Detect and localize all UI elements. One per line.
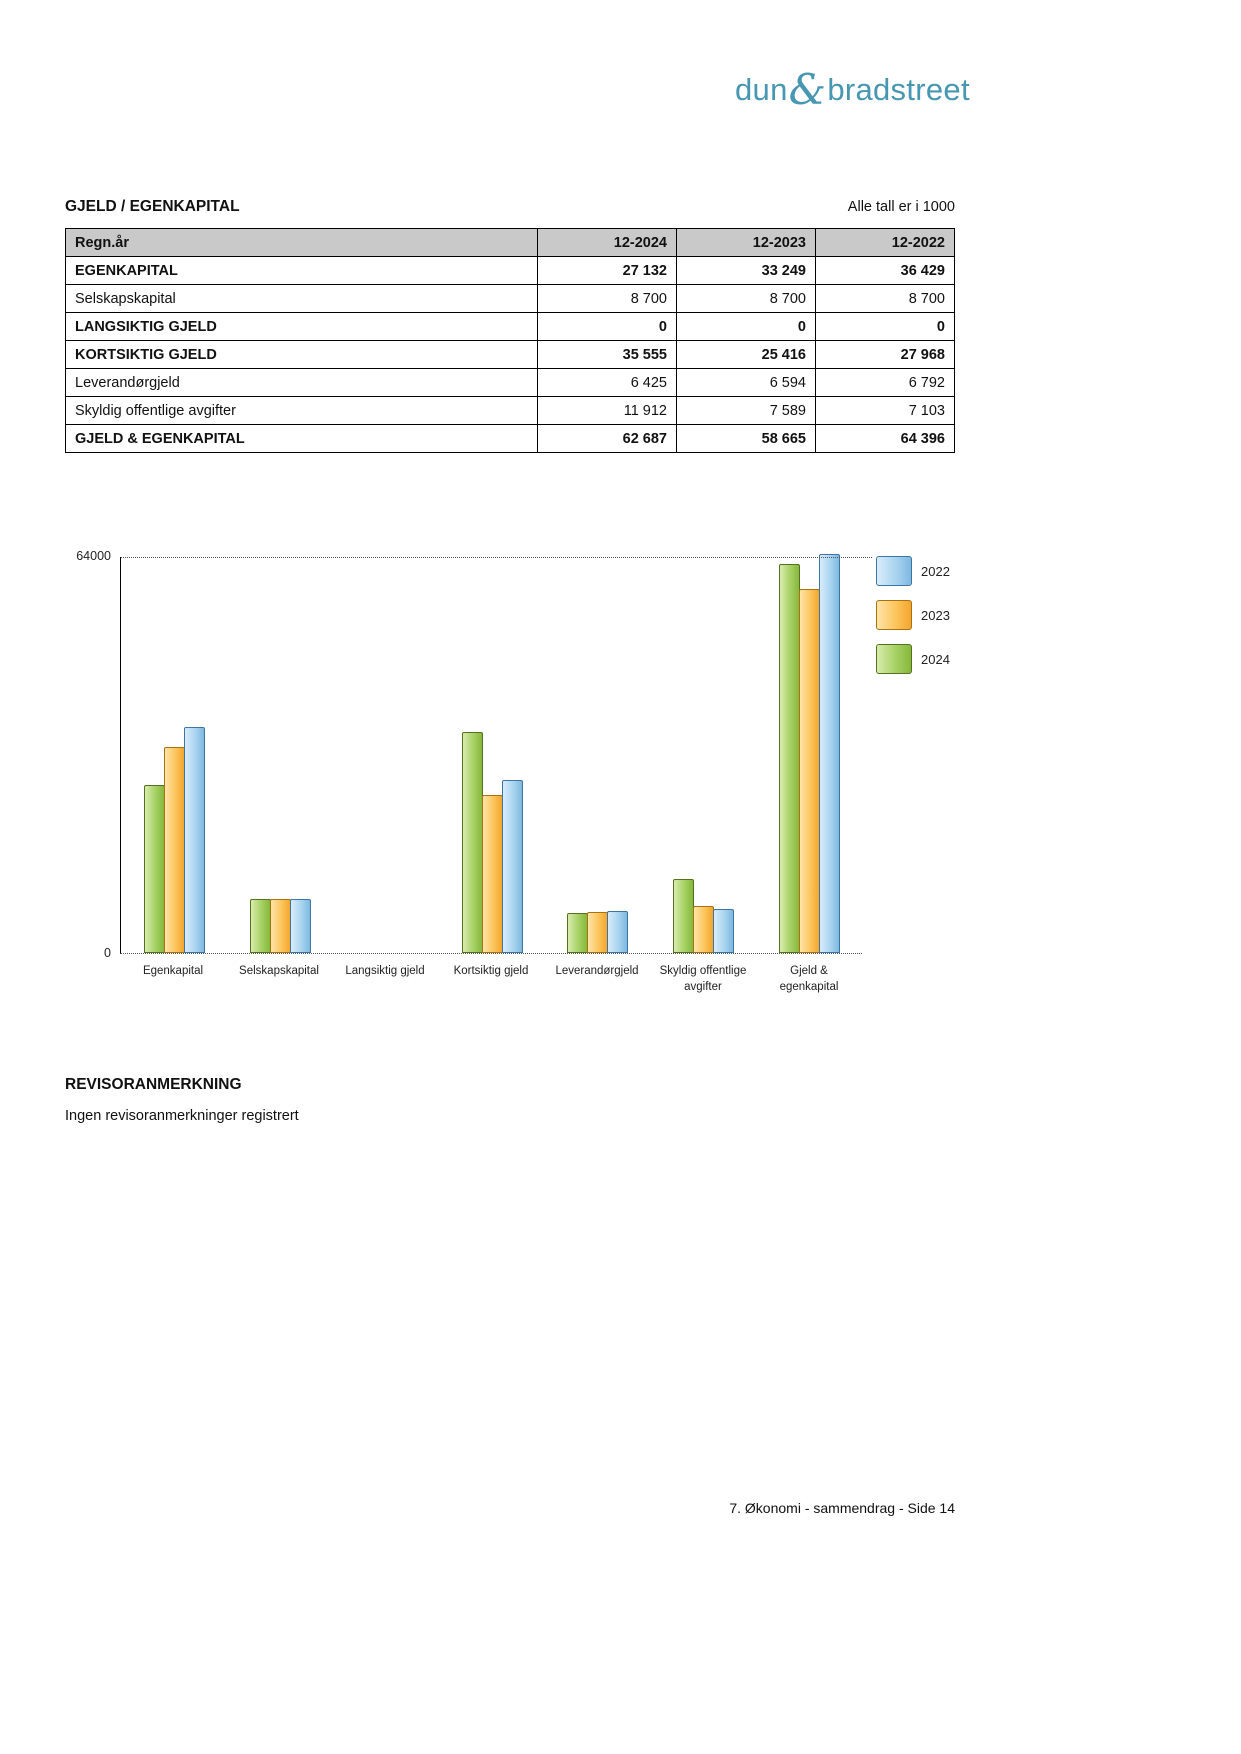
bar-group-kortsiktig-gjeld: [439, 557, 545, 953]
bar-group-selskapskapital: [227, 557, 333, 953]
row-label: EGENKAPITAL: [66, 257, 538, 285]
category-label-egenkapital: Egenkapital: [142, 965, 204, 977]
bar-2024-selskapskapital: [250, 899, 271, 953]
bar-2022-selskapskapital: [290, 899, 311, 953]
table-header-row: [66, 229, 955, 257]
bar-group-egenkapital: [121, 557, 227, 953]
category-label-skyldig-offentlige-avgifter: Skyldig offentlige avgifter: [659, 965, 747, 993]
row-value: 62 687: [538, 425, 677, 453]
bar-group-skyldig-offentlige-avgifter: [650, 557, 756, 953]
bar-2023-gjeld-egenkapital: [799, 589, 820, 953]
page-footer: 7. Økonomi - sammendrag - Side 14: [729, 1500, 955, 1516]
bar-2023-leverand-rgjeld: [587, 912, 608, 953]
legend-swatch-2023: [876, 600, 912, 630]
row-value: 33 249: [677, 257, 816, 285]
bar-2022-kortsiktig-gjeld: [502, 780, 523, 953]
bar-group-leverand-rgjeld: [544, 557, 650, 953]
header-regnar: Regn.år: [66, 229, 538, 257]
category-label-gjeld-egenkapital: Gjeld & egenkapital: [779, 965, 839, 993]
header-12-2022: 12-2022: [816, 229, 955, 257]
section-header: [65, 198, 955, 216]
bar-group-langsiktig-gjeld: [333, 557, 439, 953]
bar-2022-egenkapital: [184, 727, 205, 953]
y-axis-tick-max: 64000: [76, 549, 111, 563]
row-value: 0: [816, 313, 955, 341]
bar-2022-skyldig-offentlige-avgifter: [713, 909, 734, 953]
row-value: 0: [677, 313, 816, 341]
row-value: 8 700: [816, 285, 955, 313]
bar-2024-kortsiktig-gjeld: [462, 732, 483, 953]
table-row-gjeld-egenkapital: [66, 425, 955, 453]
row-label: KORTSIKTIG GJELD: [66, 341, 538, 369]
table-row-leverand-rgjeld: [66, 369, 955, 397]
row-value: 6 594: [677, 369, 816, 397]
bar-2023-egenkapital: [164, 747, 185, 953]
legend-label-2023: 2023: [921, 607, 950, 623]
dun-bradstreet-logo: [735, 65, 970, 114]
chart-category-labels: [120, 958, 862, 995]
row-value: 7 103: [816, 397, 955, 425]
revisor-heading: REVISORANMERKNING: [65, 1076, 242, 1093]
logo-part-bradstreet: bradstreet: [827, 72, 970, 107]
row-value: 8 700: [538, 285, 677, 313]
row-label: GJELD & EGENKAPITAL: [66, 425, 538, 453]
table-row-egenkapital: [66, 257, 955, 285]
bar-2024-gjeld-egenkapital: [779, 564, 800, 953]
row-value: 0: [538, 313, 677, 341]
row-label: Skyldig offentlige avgifter: [66, 397, 538, 425]
table-row-kortsiktig-gjeld: [66, 341, 955, 369]
legend-label-2022: 2022: [921, 563, 950, 579]
header-12-2023: 12-2023: [677, 229, 816, 257]
row-value: 6 792: [816, 369, 955, 397]
row-label: Selskapskapital: [66, 285, 538, 313]
revisor-text: Ingen revisoranmerkninger registrert: [65, 1108, 299, 1124]
legend-swatch-2022: [876, 556, 912, 586]
financial-table: [65, 228, 955, 453]
bar-2024-skyldig-offentlige-avgifter: [673, 879, 694, 953]
bar-2022-gjeld-egenkapital: [819, 554, 840, 953]
bar-2023-selskapskapital: [270, 899, 291, 953]
row-value: 25 416: [677, 341, 816, 369]
category-label-selskapskapital: Selskapskapital: [239, 965, 319, 977]
legend-item-2022: [876, 556, 950, 586]
bar-2023-kortsiktig-gjeld: [482, 795, 503, 953]
table-row-langsiktig-gjeld: [66, 313, 955, 341]
row-value: 35 555: [538, 341, 677, 369]
header-12-2024: 12-2024: [538, 229, 677, 257]
row-value: 8 700: [677, 285, 816, 313]
row-value: 11 912: [538, 397, 677, 425]
bar-group-gjeld-egenkapital: [756, 557, 862, 953]
chart-legend: [876, 556, 950, 688]
y-axis-tick-zero: 0: [104, 946, 111, 960]
category-label-kortsiktig-gjeld: Kortsiktig gjeld: [453, 965, 529, 977]
legend-label-2024: 2024: [921, 651, 950, 667]
row-value: 58 665: [677, 425, 816, 453]
bar-2024-egenkapital: [144, 785, 165, 953]
logo-ampersand-icon: &: [788, 65, 827, 114]
legend-item-2023: [876, 600, 950, 630]
chart-plot: [120, 557, 862, 954]
row-value: 36 429: [816, 257, 955, 285]
table-row-selskapskapital: [66, 285, 955, 313]
category-label-leverand-rgjeld: Leverandørgjeld: [555, 965, 639, 977]
bar-2023-skyldig-offentlige-avgifter: [693, 906, 714, 953]
bar-2022-leverand-rgjeld: [607, 911, 628, 953]
bar-2024-leverand-rgjeld: [567, 913, 588, 953]
table-row-skyldig-offentlige-avgifter: [66, 397, 955, 425]
units-note: Alle tall er i 1000: [847, 199, 955, 215]
row-value: 7 589: [677, 397, 816, 425]
row-value: 64 396: [816, 425, 955, 453]
row-value: 6 425: [538, 369, 677, 397]
balance-bar-chart: [65, 545, 875, 1005]
financial-table-body: [66, 257, 955, 453]
row-value: 27 132: [538, 257, 677, 285]
logo-part-dun: dun: [735, 72, 788, 107]
category-label-langsiktig-gjeld: Langsiktig gjeld: [345, 965, 425, 977]
row-label: Leverandørgjeld: [66, 369, 538, 397]
gridline-64000: [121, 557, 872, 558]
row-label: LANGSIKTIG GJELD: [66, 313, 538, 341]
row-value: 27 968: [816, 341, 955, 369]
section-title: GJELD / EGENKAPITAL: [65, 198, 240, 215]
legend-swatch-2024: [876, 644, 912, 674]
legend-item-2024: [876, 644, 950, 674]
